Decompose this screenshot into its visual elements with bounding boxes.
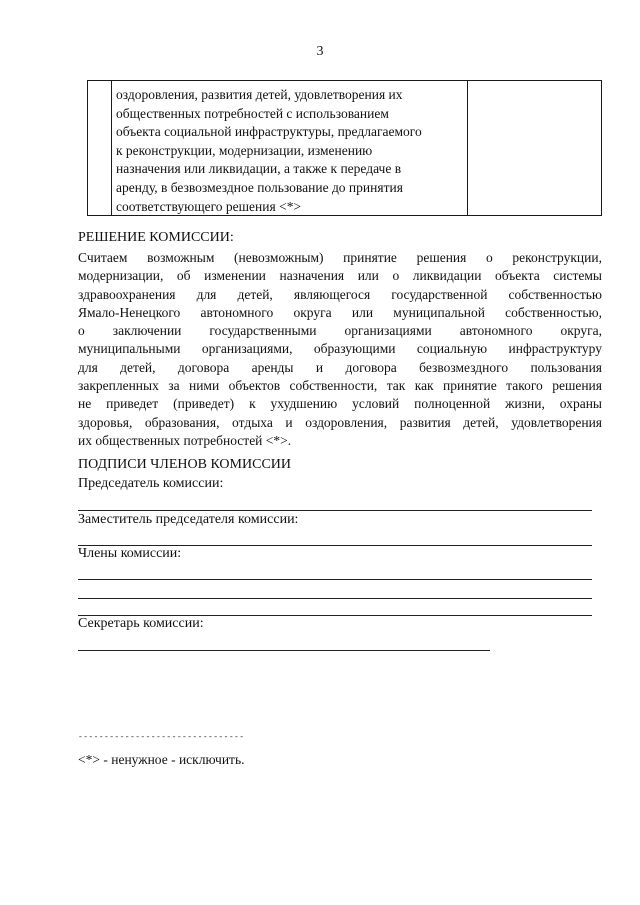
table-text-line: оздоровления, развития детей, удовлетворения их <box>116 87 403 102</box>
decision-line: муниципальными организациями, образующими социальную инфраструктуру <box>78 341 602 357</box>
continuation-table <box>87 80 602 216</box>
decision-line: о заключении государственными организациями автономного округа, <box>78 323 602 339</box>
table-text-line: к реконструкции, модернизации, изменению <box>116 142 373 158</box>
members-label: Члены комиссии: <box>78 546 182 561</box>
table-text-line: общественных потребностей с использованием <box>116 105 389 121</box>
page-number: 3 <box>316 44 324 59</box>
decision-line: здоровья, образования, отдыха и оздоровления, развития детей, удовлетворения <box>78 414 602 430</box>
decision-line: для детей, договора аренды и договора безвозмездного пользования <box>78 359 602 375</box>
decision-line: здравоохранения для детей, являющегося государственной собственностью <box>78 286 602 302</box>
decision-line: модернизации, об изменении назначения или о ликвидации объекта системы <box>78 268 602 284</box>
decision-line: не приведет (приведет) к ухудшению условий полноценной жизни, охраны <box>78 396 602 412</box>
footnote-text: <*> - ненужное - исключить. <box>78 752 245 767</box>
decision-line: Ямало-Ненецкого автономного округа или муниципальной собственностью, <box>78 304 602 320</box>
member-signature-line[interactable] <box>78 579 592 580</box>
chairman-signature-line[interactable] <box>78 510 592 511</box>
deputy-label: Заместитель председателя комиссии: <box>78 512 299 527</box>
member-signature-line[interactable] <box>78 598 592 599</box>
footnote-rule: -------------------------------- <box>78 733 245 742</box>
table-text-line: объекта социальной инфраструктуры, предлагаемого <box>116 124 422 140</box>
table-text-cell <box>116 86 466 216</box>
decision-line: их общественных потребностей <*>. <box>78 432 292 448</box>
secretary-label: Секретарь комиссии: <box>78 616 204 631</box>
table-text-line: назначения или ликвидации, а также к передаче в <box>116 161 402 177</box>
table-text-line: соответствующего решения <*> <box>116 198 302 214</box>
table-answer-column <box>467 81 601 215</box>
table-number-column <box>88 81 112 215</box>
decision-line: Считаем возможным (невозможным) принятие решения о реконструкции, <box>78 250 602 265</box>
table-text-line: аренду, в безвозмездное пользование до принятия <box>116 179 403 195</box>
decision-line: закрепленных за ними объектов собственности, так как принятие такого решения <box>78 378 602 394</box>
decision-heading: РЕШЕНИЕ КОМИССИИ: <box>78 230 234 245</box>
signatures-heading: ПОДПИСИ ЧЛЕНОВ КОМИССИИ <box>78 457 292 472</box>
decision-paragraph <box>78 249 602 450</box>
chairman-label: Председатель комиссии: <box>78 476 224 491</box>
secretary-signature-line[interactable] <box>78 650 490 651</box>
